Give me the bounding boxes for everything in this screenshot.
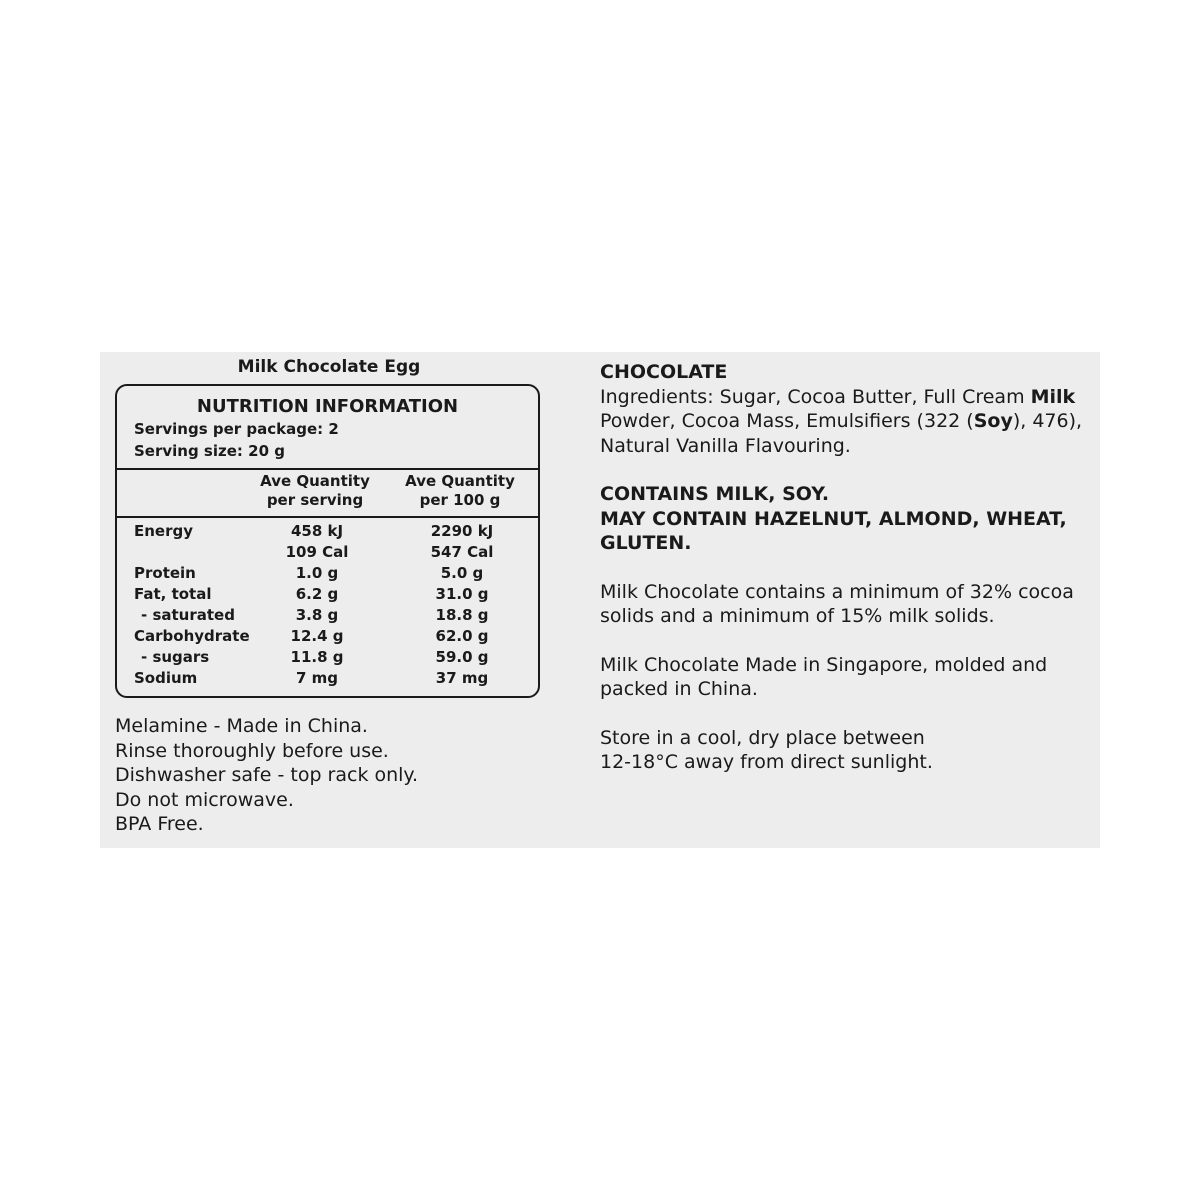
per-100g-value: 18.8 g <box>435 606 489 624</box>
per-100g-value: 37 mg <box>435 669 489 687</box>
per-serving-value: 458 kJ <box>290 522 344 540</box>
table-row <box>117 543 538 564</box>
per-100g-value: 59.0 g <box>435 648 489 666</box>
table-row <box>117 627 538 648</box>
row-label: - sugars <box>141 648 210 666</box>
care-line: Do not microwave. <box>115 788 294 811</box>
care-instructions <box>115 714 418 837</box>
per-100g-value: 2290 kJ <box>430 522 494 540</box>
row-label: Protein <box>134 564 196 582</box>
nutrition-panel <box>115 384 540 698</box>
per-100g-value: 5.0 g <box>440 564 484 582</box>
nutrition-heading: NUTRITION INFORMATION <box>196 396 459 417</box>
may-contain-line: MAY CONTAIN HAZELNUT, ALMOND, WHEAT, GLUTEN. <box>600 507 1067 554</box>
row-label: Carbohydrate <box>134 627 250 645</box>
row-label: Sodium <box>134 669 198 687</box>
storage-statement: Store in a cool, dry place between 12-18°C away from direct sunlight. <box>600 726 933 773</box>
table-row <box>117 564 538 585</box>
solids-statement: Milk Chocolate contains a minimum of 32% cocoa solids and a minimum of 15% milk solids. <box>600 580 1074 627</box>
servings-per-package: Servings per package: 2 <box>134 420 339 438</box>
allergen-milk: Milk <box>1030 385 1076 408</box>
care-line: Dishwasher safe - top rack only. <box>115 764 419 786</box>
row-label: Energy <box>134 522 194 540</box>
table-row <box>117 585 538 606</box>
contains-line: CONTAINS MILK, SOY. <box>600 483 830 505</box>
table-row <box>117 522 538 543</box>
divider <box>117 468 538 470</box>
per-serving-value: 109 Cal <box>285 543 349 561</box>
chocolate-info <box>600 360 1090 775</box>
care-line: Rinse thoroughly before use. <box>115 739 389 762</box>
allergen-statement <box>600 482 1090 556</box>
row-label: - saturated <box>141 606 235 624</box>
divider <box>117 516 538 518</box>
col-header-per-serving: Ave Quantity per serving <box>260 472 370 509</box>
product-title: Milk Chocolate Egg <box>237 357 421 377</box>
nutrition-rows <box>117 522 538 690</box>
per-serving-value: 1.0 g <box>295 564 339 582</box>
per-serving-value: 3.8 g <box>295 606 339 624</box>
per-serving-value: 12.4 g <box>290 627 344 645</box>
origin-statement: Milk Chocolate Made in Singapore, molded and packed in China. <box>600 653 1048 700</box>
col-header-per-100g: Ave Quantity per 100 g <box>405 472 515 509</box>
per-100g-value: 62.0 g <box>435 627 489 645</box>
serving-size: Serving size: 20 g <box>134 442 285 460</box>
ingredients-text: Ingredients: Sugar, Cocoa Butter, Full Cream Milk Powder, Cocoa Mass, Emulsifiers (322 (Soy), 476), Natural Vanilla Flavouring. <box>600 385 1083 457</box>
per-serving-value: 7 mg <box>295 669 339 687</box>
per-serving-value: 6.2 g <box>295 585 339 603</box>
row-label: Fat, total <box>134 585 212 603</box>
table-row <box>117 606 538 627</box>
table-row <box>117 669 538 690</box>
table-row <box>117 648 538 669</box>
care-line: BPA Free. <box>115 813 204 835</box>
chocolate-heading: CHOCOLATE <box>600 361 728 383</box>
per-100g-value: 31.0 g <box>435 585 489 603</box>
per-serving-value: 11.8 g <box>290 648 344 666</box>
care-line: Melamine - Made in China. <box>115 715 368 737</box>
per-100g-value: 547 Cal <box>430 543 494 561</box>
allergen-soy: Soy <box>973 410 1013 432</box>
